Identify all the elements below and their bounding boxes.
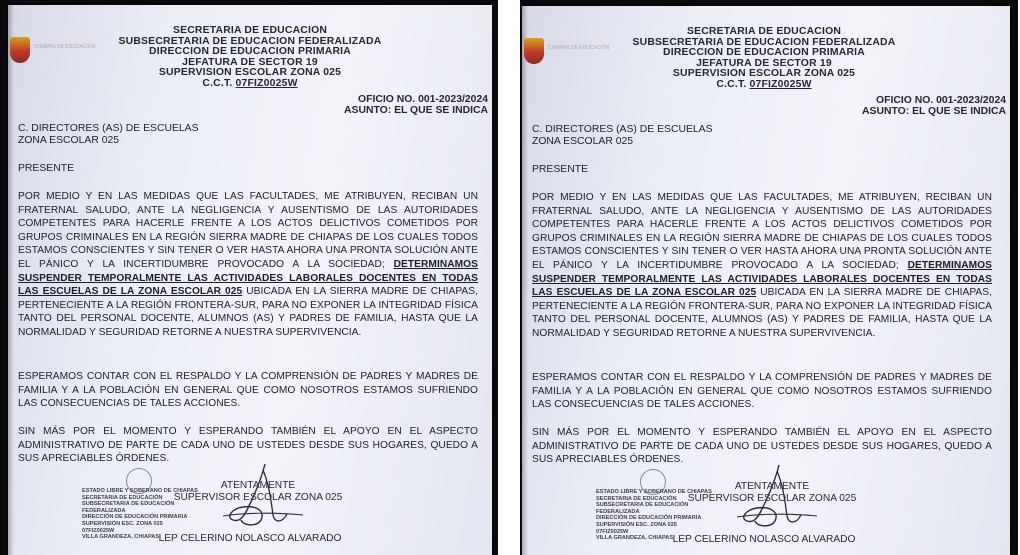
signer-name: LEP CELERINO NOLASCO ALVARADO [672,534,856,545]
stamp-line: DIRECCIÓN DE EDUCACIÓN PRIMARIA [82,514,188,521]
asunto: ASUNTO: EL QUE SE INDICA [862,105,1006,117]
letter-page [522,6,1010,555]
body-paragraph-3: SIN MÁS POR EL MOMENTO Y ESPERANDO TAMBIÉN EL APOYO EN EL ASPECTO ADMINISTRATIVO DE PARTE DE CADA UNO DE USTEDES DESDE SUS HOGARES, QUEDO A SUS APRECIABLES ÓRDENES. [532,427,992,466]
stamp-line: 07FIZ0025W [82,527,115,534]
letterhead-line: DIRECCION DE EDUCACION PRIMARIA [149,46,351,58]
signer-name: LEP CELERINO NOLASCO ALVARADO [158,533,342,544]
body-paragraph-2: ESPERAMOS CONTAR CON EL RESPALDO Y LA COMPRENSIÓN DE PADRES Y MADRES DE FAMILIA Y A LA POBLACIÓN EN GENERAL QUE COMO NOSOTROS ESTAMOS SUFRIENDO LAS CONSECUENCIAS DE TALES ACCIONES. [18,371,478,410]
addressee-line: ZONA ESCOLAR 025 [532,135,634,147]
greeting: PRESENTE [18,163,75,174]
oficio-number: OFICIO NO. 001-2023/2024 [358,94,488,105]
asunto: ASUNTO: EL QUE SE INDICA [344,104,488,116]
letterhead-line: SUBSECRETARIA DE EDUCACION FEDERALIZADA [632,36,896,48]
body-paragraph-3: SIN MÁS POR EL MOMENTO Y ESPERANDO TAMBIÉN EL APOYO EN EL ASPECTO ADMINISTRATIVO DE PARTE DE CADA UNO DE USTEDES DESDE SUS HOGARES, QUEDO A SUS APRECIABLES ÓRDENES. [18,426,478,465]
closing-title: SUPERVISOR ESCOLAR ZONA 025 [173,492,343,503]
stamp-line: VILLA GRANDEZA, CHIAPAS. [596,535,675,542]
letterhead-line: SUBSECRETARIA DE EDUCACION FEDERALIZADA [118,35,382,47]
stamp-line: SECRETARIA DE EDUCACIÓN [596,495,677,502]
paragraph-intro: POR MEDIO Y EN LAS MEDIDAS QUE LAS FACULTADES, ME ATRIBUYEN, RECIBAN UN FRATERNAL SALUDO, ANTE LA NEGLIGENCIA Y AUSENTISMO DE LAS AUTORIDADES COMPETENTES PARA HACERLE FRENTE A LOS ACTOS DELICTIVOS COMETIDOS POR GRUPOS CRIMINALES EN LA REGIÓN SIERRA MADRE DE CHIAPAS DE LOS CUALES TODOS ESTAMOS CONSCIENTES Y SIN TENER O VER HASTA AHORA UNA PRONTA SOLUCIÓN ANTE EL PÁNICO Y LA INCERTIDUMBRE PROVOCADO A LA SOCIEDAD; [18,191,478,270]
letterhead-line: SUPERVISION ESCOLAR ZONA 025 [158,67,342,79]
closing-atentamente: ATENTAMENTE [220,480,296,491]
stamp-line: SUPERVISIÓN ESC. ZONA 025 [596,521,677,528]
addressee [532,124,713,147]
letterhead-line: SECRETARIA DE EDUCACION [686,26,842,37]
addressee-line: ZONA ESCOLAR 025 [18,134,120,146]
cct-code: 07FIZ0025W [235,77,298,89]
document-photo-right [520,0,1018,555]
suspension-notice: DETERMINAMOS SUSPENDER TEMPORALMENTE LAS ACTIVIDADES LABORALES DOCENTES EN TODAS LAS ESCUELAS DE LA ZONA ESCOLAR 025 [532,259,992,299]
letterhead-line: DIRECCION DE EDUCACION PRIMARIA [663,47,865,59]
cct-line [522,80,1006,91]
body-paragraph-1 [532,191,992,341]
letterhead [8,26,492,90]
cct-code: 07FIZ0025W [749,78,812,90]
letterhead-line: JEFATURA DE SECTOR 19 [182,56,318,68]
addressee-line: C. DIRECTORES (AS) DE ESCUELAS [532,124,713,135]
document-photo-left [0,0,498,555]
handwritten-signature [203,460,313,535]
body-paragraph-2: ESPERAMOS CONTAR CON EL RESPALDO Y LA COMPRENSIÓN DE PADRES Y MADRES DE FAMILIA Y A LA POBLACIÓN EN GENERAL QUE COMO NOSOTROS ESTAMOS SUFRIENDO LAS CONSECUENCIAS DE TALES ACCIONES. [532,372,992,411]
letterhead-line: JEFATURA DE SECTOR 19 [696,57,832,69]
logo-text: CHIAPAS DE EDUCACIÓN [548,45,610,51]
oficio-number: OFICIO NO. 001-2023/2024 [876,95,1006,106]
letterhead [522,27,1006,91]
gutter [498,0,520,555]
stamp-line: ESTADO LIBRE Y SOBERANO DE CHIAPAS [596,489,712,495]
reference-block [344,95,488,117]
greeting: PRESENTE [532,164,589,175]
addressee-line: C. DIRECTORES (AS) DE ESCUELAS [18,123,199,134]
paragraph-rest: UBICADA EN LA SIERRA MADRE DE CHIAPAS, PERTENECIENTE A LA REGIÓN FRONTERA-SUR, PARA NO EXPONER LA INTEGRIDAD FÍSICA TANTO DEL PERSONAL DOCENTE, ALUMNOS (AS) Y PADRES DE FAMILIA, HASTA QUE LA NORMALIDAD Y SEGURIDAD RETORNE A NUESTRA SUPERVIVENCIA. [18,286,478,338]
closing-atentamente: ATENTAMENTE [734,481,810,492]
stamp-line: SUPERVISIÓN ESC. ZONA 025 [82,520,163,527]
stamp-line: SUBSECRETARIA DE EDUCACIÓN FEDERALIZADA [82,501,175,514]
paragraph-intro: POR MEDIO Y EN LAS MEDIDAS QUE LAS FACULTADES, ME ATRIBUYEN, RECIBAN UN FRATERNAL SALUDO, ANTE LA NEGLIGENCIA Y AUSENTISMO DE LAS AUTORIDADES COMPETENTES PARA HACERLE FRENTE A LOS ACTOS DELICTIVOS COMETIDOS POR GRUPOS CRIMINALES EN LA REGIÓN SIERRA MADRE DE CHIAPAS DE LOS CUALES TODOS ESTAMOS CONSCIENTES Y SIN TENER O VER HASTA AHORA UNA PRONTA SOLUCIÓN ANTE EL PÁNICO Y LA INCERTIDUMBRE PROVOCADO A LA SOCIEDAD; [532,192,992,271]
cct-line [8,79,492,90]
handwritten-signature [717,461,827,536]
letterhead-line: SUPERVISION ESCOLAR ZONA 025 [672,68,856,80]
cct-label: C.C.T. [202,77,233,89]
stamp-line: 07FIZ0025W [596,528,629,535]
letter-page [8,5,492,555]
closing-title: SUPERVISOR ESCOLAR ZONA 025 [687,493,857,504]
stamp-line: VILLA GRANDEZA, CHIAPAS. [82,534,161,541]
addressee [18,123,199,146]
stamp-line: SECRETARIA DE EDUCACIÓN [82,494,163,501]
body-paragraph-1 [18,190,478,340]
stamp-line: DIRECCIÓN DE EDUCACIÓN PRIMARIA [596,515,702,522]
suspension-notice: DETERMINAMOS SUSPENDER TEMPORALMENTE LAS ACTIVIDADES LABORALES DOCENTES EN TODAS LAS ESCUELAS DE LA ZONA ESCOLAR 025 [18,258,478,298]
stamp-line: SUBSECRETARIA DE EDUCACIÓN FEDERALIZADA [596,502,689,515]
logo-text: CHIAPAS DE EDUCACIÓN [34,44,96,50]
paragraph-rest: UBICADA EN LA SIERRA MADRE DE CHIAPAS, PERTENECIENTE A LA REGIÓN FRONTERA-SUR, PARA NO EXPONER LA INTEGRIDAD FÍSICA TANTO DEL PERSONAL DOCENTE, ALUMNOS (AS) Y PADRES DE FAMILIA, HASTA QUE LA NORMALIDAD Y SEGURIDAD RETORNE A NUESTRA SUPERVIVENCIA. [532,287,992,339]
stamp-line: ESTADO LIBRE Y SOBERANO DE CHIAPAS [82,488,198,494]
cct-label: C.C.T. [716,78,747,90]
letterhead-line: SECRETARIA DE EDUCACION [172,25,328,36]
reference-block [862,96,1006,118]
